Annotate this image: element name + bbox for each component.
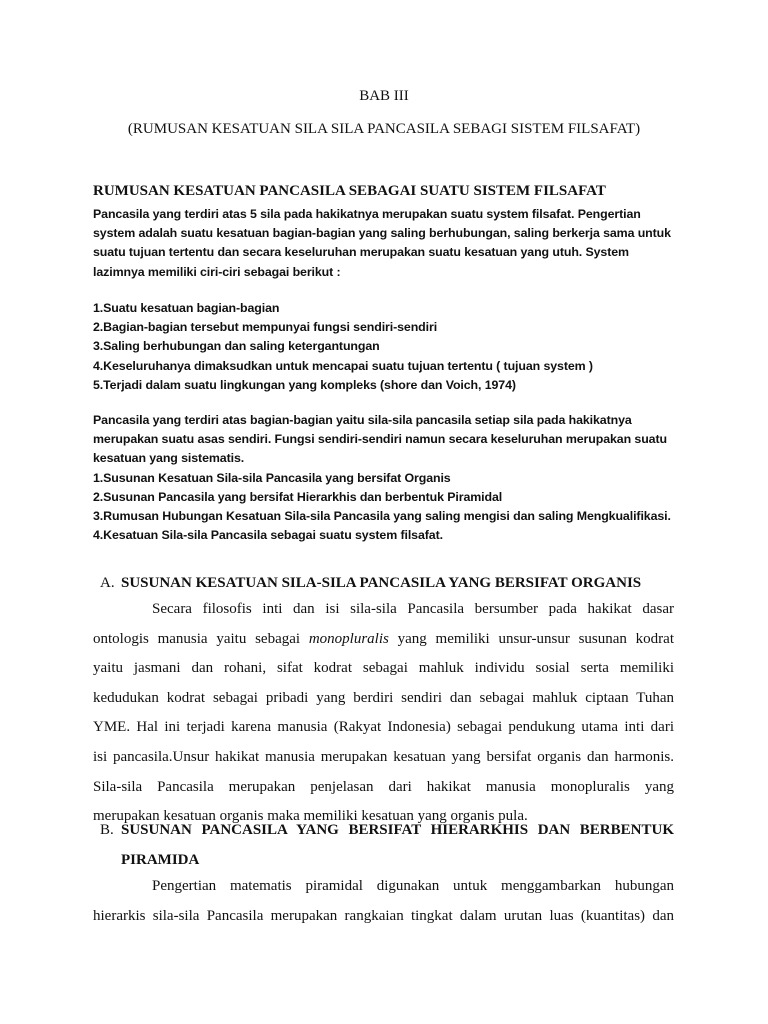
paragraph-line: kedudukan kodrat sebagai pribadi yang berdiri sendiri dan sebagai mahluk ciptaan Tuhan: [93, 689, 674, 706]
paragraph-line: Sila-sila Pancasila merupakan penjelasan dari hakikat manusia monopluralis yang: [93, 778, 674, 795]
list-item: 4.Keseluruhanya dimaksudkan untuk mencapai suatu tujuan tertentu ( tujuan system ): [93, 358, 593, 373]
subsection-heading-text: [121, 815, 674, 875]
heading-line: SUSUNAN PANCASILA YANG BERSIFAT HIERARKHIS DAN BERBENTUK: [121, 822, 674, 838]
paragraph-line: isi pancasila.Unsur hakikat manusia merupakan kesatuan yang bersifat organis dan harmonis.: [93, 748, 674, 765]
paragraph-line: kesatuan yang sistematis.: [93, 451, 245, 466]
list-item: 1.Suatu kesatuan bagian-bagian: [93, 301, 280, 315]
list-item: 2.Bagian-bagian tersebut mempunyai fungsi sendiri-sendiri: [93, 320, 438, 335]
heading-line: SUSUNAN KESATUAN SILA-SILA PANCASILA YANG BERSIFAT ORGANIS: [121, 575, 642, 591]
subsection-marker: A.: [100, 575, 115, 591]
paragraph-line: [93, 625, 674, 655]
subsection-heading-text: [121, 568, 674, 598]
chapter-label: BAB III: [359, 88, 409, 104]
paragraph-line: merupakan kesatuan organis maka memiliki kesatuan yang organis pula.: [93, 808, 528, 825]
list-item: 3.Rumusan Hubungan Kesatuan Sila-sila Pancasila yang saling mengisi dan saling Mengkualifikasi.: [93, 509, 671, 524]
paragraph-line: YME. Hal ini terjadi karena manusia (Rakyat Indonesia) sebagai pendukung utama inti dari: [93, 719, 674, 736]
second-paragraph: [93, 411, 693, 545]
chapter-title: (RUMUSAN KESATUAN SILA SILA PANCASILA SEBAGI SISTEM FILSAFAT): [127, 121, 641, 137]
list-item: 4.Kesatuan Sila-sila Pancasila sebagai suatu system filsafat.: [93, 528, 443, 543]
subsection-a-paragraph: [93, 595, 674, 832]
list-item: 3.Saling berhubungan dan saling ketergantungan: [93, 339, 380, 354]
subsection-b-paragraph: [93, 872, 674, 931]
text-run: ontologis manusia yaitu sebagai: [93, 630, 309, 647]
paragraph-line: yaitu jasmani dan rohani, sifat kodrat sebagai mahluk individu sosial serta memiliki: [93, 660, 674, 677]
paragraph-line: Secara filosofis inti dan isi sila-sila Pancasila bersumber pada hakikat dasar: [152, 601, 674, 617]
section-heading: RUMUSAN KESATUAN PANCASILA SEBAGAI SUATU SISTEM FILSAFAT: [93, 183, 606, 199]
system-criteria-list: [93, 299, 693, 395]
italic-term: monopluralis: [308, 630, 389, 647]
heading-line: PIRAMIDA: [121, 852, 200, 868]
paragraph-line: merupakan suatu asas sendiri. Fungsi sendiri-sendiri namun secara keseluruhan merupakan suatu: [93, 432, 667, 447]
subsection-marker: B.: [100, 822, 114, 838]
list-item: 1.Susunan Kesatuan Sila-sila Pancasila yang bersifat Organis: [93, 470, 451, 485]
paragraph-line: system adalah suatu kesatuan bagian-bagian yang saling berhubungan, saling berkerja sama untuk: [93, 226, 671, 241]
paragraph-line: hierarkis sila-sila Pancasila merupakan rangkaian tingkat dalam urutan luas (kuantitas) dan: [93, 907, 674, 924]
paragraph-line: Pancasila yang terdiri atas bagian-bagian yaitu sila-sila pancasila setiap sila pada hakikatnya: [93, 413, 632, 427]
paragraph-line: suatu tujuan tertentu dan secara keseluruhan merupakan suatu kesatuan yang utuh. System: [93, 245, 629, 260]
paragraph-line: Pancasila yang terdiri atas 5 sila pada hakikatnya merupakan suatu system filsafat. Pengertian: [93, 207, 641, 221]
text-run: yang memiliki unsur-unsur susunan kodrat: [388, 630, 674, 647]
paragraph-line: Pengertian matematis piramidal digunakan untuk menggambarkan hubungan: [152, 878, 674, 894]
paragraph-line: lazimnya memiliki ciri-ciri sebagai berikut :: [93, 264, 341, 279]
list-item: 2.Susunan Pancasila yang bersifat Hierarkhis dan berbentuk Piramidal: [93, 489, 503, 504]
list-item: 5.Terjadi dalam suatu lingkungan yang kompleks (shore dan Voich, 1974): [93, 377, 516, 392]
intro-paragraph: [93, 205, 693, 282]
